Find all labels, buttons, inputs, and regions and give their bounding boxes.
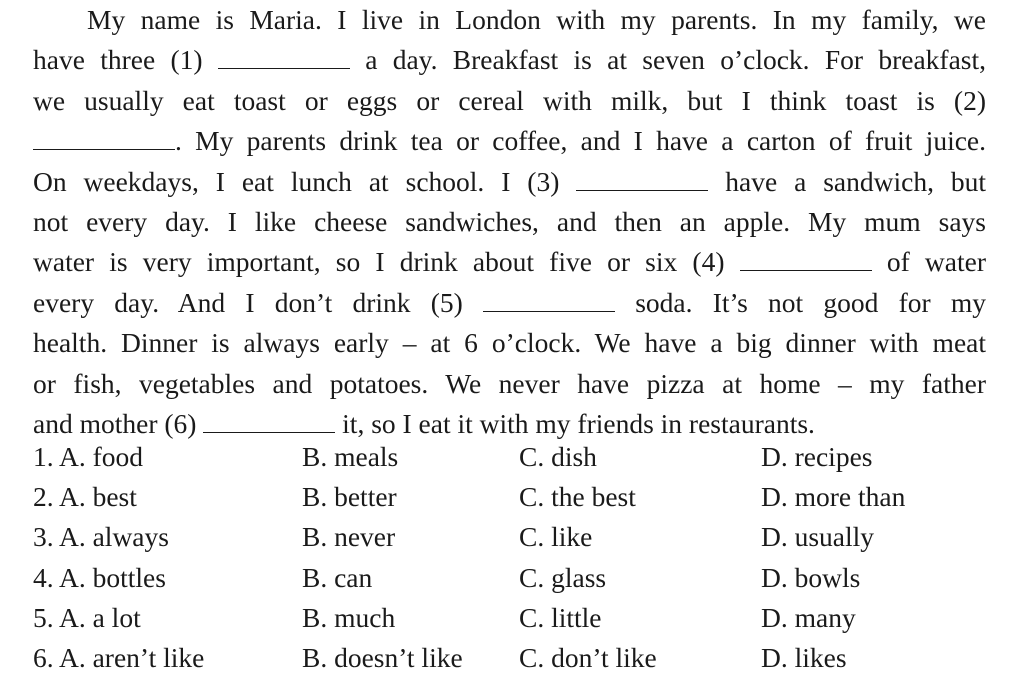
passage-text: health. Dinner is always early – at 6 o’clock. We have a big dinner with meat	[33, 327, 986, 359]
option-2b[interactable]: B. better	[302, 481, 397, 513]
passage-text: it, so I eat it with my friends in restaurants.	[342, 407, 815, 439]
question-row-1	[33, 437, 993, 477]
passage-line-7	[33, 242, 986, 282]
passage-line-1	[33, 0, 986, 40]
passage-text: a day. Breakfast is at seven o’clock. For breakfast,	[365, 44, 987, 76]
blank-4[interactable]	[740, 250, 872, 271]
option-1d[interactable]: D. recipes	[761, 441, 873, 472]
passage-text: . My parents drink tea or coffee, and I have a carton of fruit juice.	[175, 125, 986, 157]
blank-3[interactable]	[576, 170, 708, 191]
blank-6[interactable]	[203, 412, 335, 433]
reading-passage	[33, 0, 986, 444]
passage-line-9	[33, 323, 986, 363]
passage-text: water is very important, so I drink about five or six (4)	[33, 246, 725, 278]
option-3a[interactable]: 3. A. always	[33, 521, 169, 553]
option-4c[interactable]: C. glass	[519, 561, 607, 593]
option-2d[interactable]: D. more than	[761, 481, 906, 513]
passage-text: and mother (6)	[33, 407, 197, 439]
option-6c[interactable]: C. don’t like	[519, 641, 657, 673]
passage-text: have three (1)	[33, 44, 203, 76]
passage-text: or fish, vegetables and potatoes. We never have pizza at home – my father	[33, 367, 986, 399]
option-5d[interactable]: D. many	[761, 601, 856, 633]
passage-text: have a sandwich, but	[725, 165, 987, 197]
answer-options	[33, 437, 993, 678]
option-5a[interactable]: 5. A. a lot	[33, 601, 141, 633]
passage-line-10	[33, 364, 986, 404]
option-6d[interactable]: D. likes	[761, 641, 847, 673]
option-4a[interactable]: 4. A. bottles	[33, 561, 166, 593]
blank-1[interactable]	[218, 48, 350, 69]
passage-line-3	[33, 81, 986, 121]
passage-text: soda. It’s not good for my	[635, 286, 987, 318]
passage-text: My name is Maria. I live in London with my parents. In my family, we	[87, 4, 986, 35]
option-4d[interactable]: D. bowls	[761, 561, 861, 593]
option-1b[interactable]: B. meals	[302, 441, 399, 472]
question-row-2	[33, 477, 993, 517]
blank-2[interactable]	[33, 129, 175, 150]
option-2c[interactable]: C. the best	[519, 481, 636, 513]
option-3d[interactable]: D. usually	[761, 521, 875, 553]
passage-line-5	[33, 162, 986, 202]
question-row-4	[33, 558, 993, 598]
option-2a[interactable]: 2. A. best	[33, 481, 137, 513]
question-row-5	[33, 598, 993, 638]
option-5c[interactable]: C. little	[519, 601, 602, 633]
option-3c[interactable]: C. like	[519, 521, 593, 553]
passage-text: not every day. I like cheese sandwiches, and then an apple. My mum says	[33, 205, 986, 237]
passage-text: every day. And I don’t drink (5)	[33, 286, 463, 318]
option-6b[interactable]: B. doesn’t like	[302, 641, 463, 673]
option-6a[interactable]: 6. A. aren’t like	[33, 641, 205, 673]
question-row-3	[33, 517, 993, 557]
question-row-6	[33, 638, 993, 678]
passage-line-2	[33, 40, 986, 80]
passage-text: of water	[886, 246, 987, 278]
blank-5[interactable]	[483, 291, 615, 312]
passage-line-6	[33, 202, 986, 242]
passage-text: we usually eat toast or eggs or cereal with milk, but I think toast is (2)	[33, 84, 986, 116]
option-5b[interactable]: B. much	[302, 601, 396, 633]
passage-text: On weekdays, I eat lunch at school. I (3)	[33, 165, 560, 197]
option-1a[interactable]: 1. A. food	[33, 441, 143, 472]
option-4b[interactable]: B. can	[302, 561, 373, 593]
passage-line-8	[33, 283, 986, 323]
passage-line-4	[33, 121, 986, 161]
option-1c[interactable]: C. dish	[519, 441, 597, 472]
option-3b[interactable]: B. never	[302, 521, 396, 553]
